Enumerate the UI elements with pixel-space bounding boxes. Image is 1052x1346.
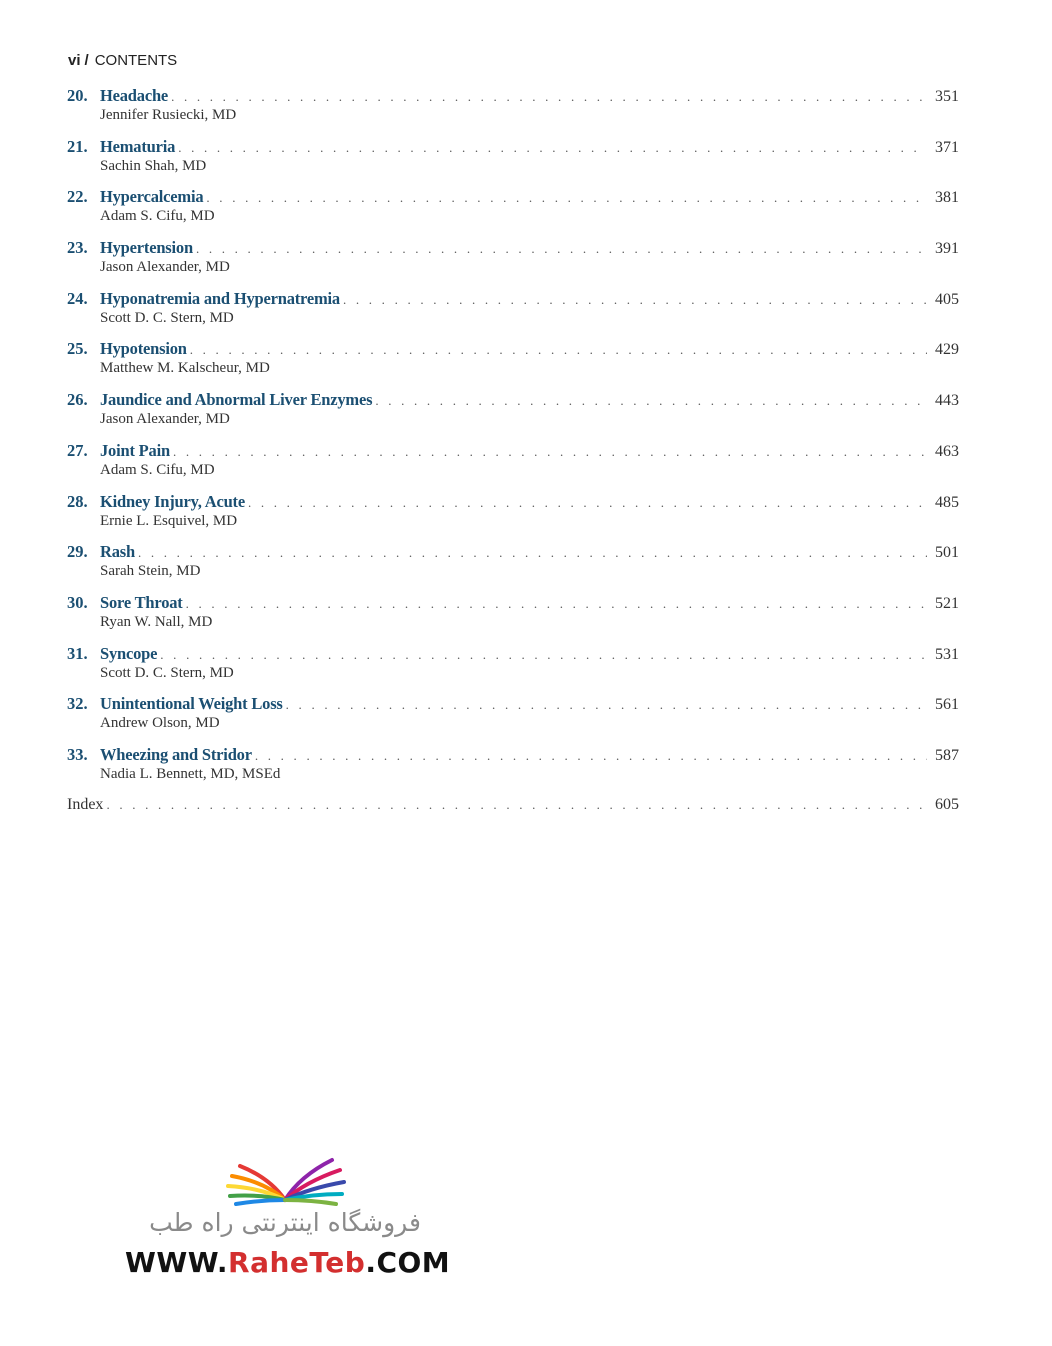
chapter-author: Sarah Stein, MD	[100, 563, 201, 580]
leader-dots	[186, 596, 927, 612]
chapter-author: Matthew M. Kalscheur, MD	[100, 360, 270, 377]
toc-entry[interactable]	[67, 187, 959, 238]
leader-dots	[171, 89, 927, 105]
chapter-title[interactable]: Syncope	[100, 643, 158, 663]
header-page-number: vi	[68, 52, 81, 69]
page-number[interactable]: 485	[935, 493, 959, 511]
chapter-title[interactable]: Unintentional Weight Loss	[100, 694, 283, 714]
leader-dots	[286, 697, 927, 713]
toc-entry[interactable]	[67, 390, 959, 441]
watermark-persian-text: فروشگاه اینترنتی راه طب	[149, 1208, 421, 1237]
chapter-title[interactable]: Sore Throat	[100, 592, 183, 612]
page-number[interactable]: 531	[935, 645, 959, 663]
toc-index-entry[interactable]	[67, 796, 959, 847]
chapter-title[interactable]: Kidney Injury, Acute	[100, 491, 245, 511]
running-header	[68, 52, 177, 69]
chapter-number: 32.	[67, 694, 88, 714]
toc-entry[interactable]	[67, 644, 959, 695]
chapter-author: Nadia L. Bennett, MD, MSEd	[100, 765, 281, 782]
header-separator: /	[84, 52, 89, 69]
chapter-number: 23.	[67, 238, 88, 258]
chapter-number: 28.	[67, 491, 88, 511]
chapter-title[interactable]: Headache	[100, 86, 169, 105]
leader-dots	[190, 342, 927, 358]
page-number[interactable]: 351	[935, 88, 959, 105]
leader-dots	[106, 797, 927, 813]
chapter-author: Ernie L. Esquivel, MD	[100, 512, 238, 529]
toc-entry[interactable]	[67, 238, 959, 289]
page-number[interactable]: 521	[935, 594, 959, 612]
chapter-number: 27.	[67, 440, 88, 460]
leader-dots	[255, 748, 927, 764]
chapter-number: 22.	[67, 187, 88, 207]
chapter-number: 25.	[67, 339, 88, 359]
chapter-number: 30.	[67, 592, 88, 612]
chapter-title[interactable]: Rash	[100, 542, 135, 562]
chapter-author: Scott D. C. Stern, MD	[100, 309, 234, 326]
chapter-author: Ryan W. Nall, MD	[100, 613, 213, 630]
page-number[interactable]: 463	[935, 442, 959, 460]
chapter-author: Jason Alexander, MD	[100, 259, 230, 276]
chapter-author: Jennifer Rusiecki, MD	[100, 107, 237, 123]
page-number[interactable]: 371	[935, 138, 959, 156]
index-label[interactable]: Index	[67, 795, 104, 813]
chapter-author: Jason Alexander, MD	[100, 411, 230, 428]
chapter-title[interactable]: Hematuria	[100, 136, 176, 156]
page-number[interactable]: 381	[935, 189, 959, 207]
open-book-icon	[120, 1148, 450, 1208]
chapter-author: Sachin Shah, MD	[100, 157, 207, 174]
watermark-url: WWW.RaheTeb.COM	[125, 1246, 451, 1279]
page-number[interactable]: 405	[935, 290, 959, 308]
page-number[interactable]: 429	[935, 341, 959, 359]
chapter-number: 33.	[67, 744, 88, 764]
index-page-number[interactable]: 605	[935, 795, 959, 813]
toc-entry[interactable]	[67, 745, 959, 796]
leader-dots	[138, 545, 927, 561]
chapter-author: Adam S. Cifu, MD	[100, 461, 215, 478]
page-number[interactable]: 501	[935, 544, 959, 562]
chapter-title[interactable]: Joint Pain	[100, 440, 170, 460]
toc-entry[interactable]	[67, 593, 959, 644]
page-number[interactable]: 443	[935, 392, 959, 410]
leader-dots	[178, 140, 927, 156]
leader-dots	[248, 495, 927, 511]
chapter-number: 29.	[67, 542, 88, 562]
chapter-title[interactable]: Hypercalcemia	[100, 187, 204, 207]
table-of-contents	[67, 86, 959, 846]
chapter-author: Scott D. C. Stern, MD	[100, 664, 234, 681]
toc-entry[interactable]	[67, 339, 959, 390]
chapter-number: 21.	[67, 136, 88, 156]
leader-dots	[343, 292, 927, 308]
chapter-author: Andrew Olson, MD	[100, 715, 220, 732]
chapter-number: 26.	[67, 390, 88, 410]
header-section: CONTENTS	[94, 52, 178, 69]
leader-dots	[196, 241, 927, 257]
leader-dots	[160, 647, 927, 663]
chapter-author: Adam S. Cifu, MD	[100, 208, 215, 225]
chapter-number: 20.	[67, 86, 88, 105]
chapter-number: 24.	[67, 288, 88, 308]
watermark-logo	[120, 1148, 450, 1288]
page-number[interactable]: 561	[935, 696, 959, 714]
chapter-title[interactable]: Hypertension	[100, 238, 193, 258]
chapter-title[interactable]: Hypotension	[100, 339, 187, 359]
toc-entry[interactable]	[67, 492, 959, 543]
chapter-title[interactable]: Jaundice and Abnormal Liver Enzymes	[100, 390, 373, 410]
leader-dots	[206, 190, 927, 206]
toc-entry[interactable]	[67, 694, 959, 745]
leader-dots	[173, 444, 927, 460]
toc-entry[interactable]	[67, 542, 959, 593]
chapter-title[interactable]: Hyponatremia and Hypernatremia	[100, 288, 340, 308]
toc-entry[interactable]	[67, 289, 959, 340]
toc-entry[interactable]	[67, 86, 959, 137]
page-number[interactable]: 391	[935, 240, 959, 258]
page-number[interactable]: 587	[935, 746, 959, 764]
toc-entry[interactable]	[67, 441, 959, 492]
leader-dots	[375, 393, 927, 409]
chapter-title[interactable]: Wheezing and Stridor	[100, 744, 252, 764]
chapter-number: 31.	[67, 643, 88, 663]
toc-entry[interactable]	[67, 137, 959, 188]
